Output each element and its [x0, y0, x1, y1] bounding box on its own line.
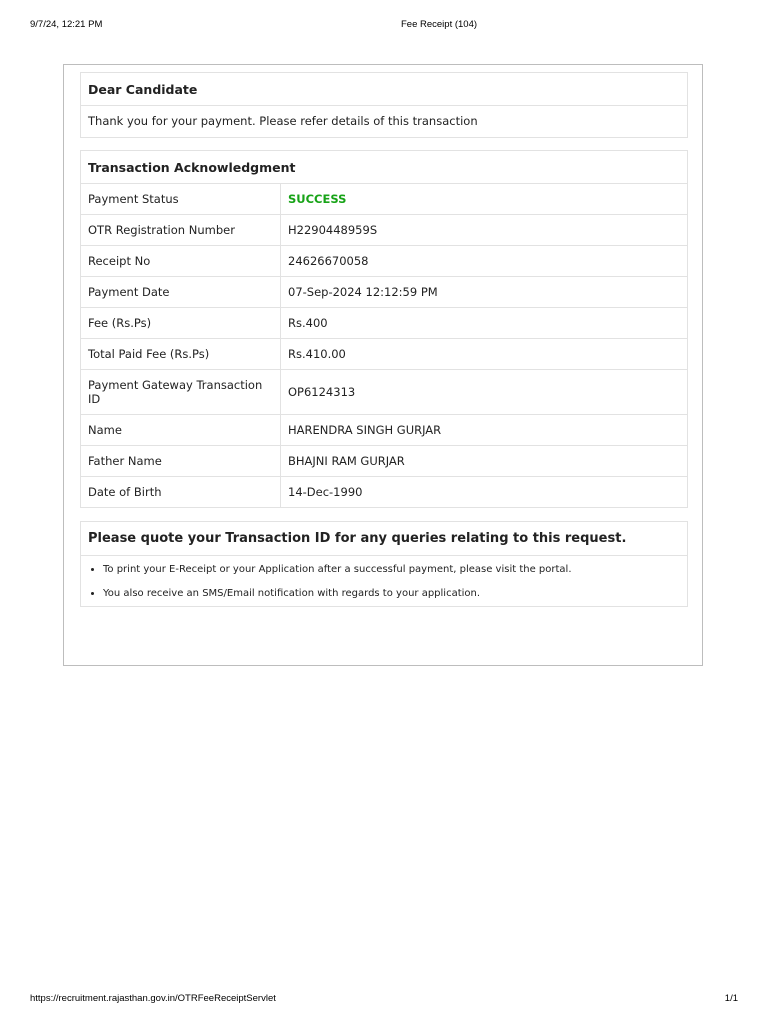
row-label: Receipt No — [81, 246, 281, 277]
row-label: Payment Gateway Transaction ID — [81, 370, 281, 415]
transaction-heading: Transaction Acknowledgment — [81, 151, 687, 184]
list-item: • To print your E-Receipt or your Application after a successful payment, please visit the portal. — [103, 564, 687, 576]
list-item: • You also receive an SMS/Email notification with regards to your application. — [103, 588, 687, 600]
greeting-box — [80, 72, 688, 138]
table-row-fee — [81, 308, 687, 339]
row-label: Name — [81, 415, 281, 446]
receipt-card — [63, 64, 703, 666]
payment-date-value: 07-Sep-2024 12:12:59 PM — [281, 277, 688, 308]
greeting-heading: Dear Candidate — [81, 73, 687, 106]
row-label: Total Paid Fee (Rs.Ps) — [81, 339, 281, 370]
table-row-otr-registration — [81, 215, 687, 246]
row-label: Father Name — [81, 446, 281, 477]
total-paid-fee-value: Rs.410.00 — [281, 339, 688, 370]
row-label: Payment Date — [81, 277, 281, 308]
notes-heading: Please quote your Transaction ID for any queries relating to this request. — [81, 522, 687, 556]
row-label: Payment Status — [81, 184, 281, 215]
table-row-gateway-transaction-id — [81, 370, 687, 415]
row-label: OTR Registration Number — [81, 215, 281, 246]
print-header — [0, 19, 768, 33]
name-value: HARENDRA SINGH GURJAR — [281, 415, 688, 446]
gateway-transaction-id-value: OP6124313 — [281, 370, 688, 415]
payment-status-value: SUCCESS — [288, 192, 347, 206]
greeting-message: Thank you for your payment. Please refer details of this transaction — [88, 114, 478, 128]
father-name-value: BHAJNI RAM GURJAR — [281, 446, 688, 477]
table-row-father-name — [81, 446, 687, 477]
table-row-name — [81, 415, 687, 446]
notes-list — [81, 556, 687, 606]
table-row-receipt-no — [81, 246, 687, 277]
receipt-no-value: 24626670058 — [281, 246, 688, 277]
print-datetime: 9/7/24, 12:21 PM — [30, 19, 103, 30]
transaction-table — [81, 184, 687, 507]
transaction-box — [80, 150, 688, 508]
table-row-payment-status — [81, 184, 687, 215]
otr-registration-value: H2290448959S — [281, 215, 688, 246]
table-row-payment-date — [81, 277, 687, 308]
fee-value: Rs.400 — [281, 308, 688, 339]
page-number: 1/1 — [724, 993, 738, 1004]
notes-box — [80, 521, 688, 607]
row-label: Date of Birth — [81, 477, 281, 508]
table-row-total-paid-fee — [81, 339, 687, 370]
date-of-birth-value: 14-Dec-1990 — [281, 477, 688, 508]
print-footer — [0, 993, 768, 1007]
print-page-title: Fee Receipt (104) — [401, 19, 478, 30]
page-url: https://recruitment.rajasthan.gov.in/OTRFeeReceiptServlet — [30, 993, 276, 1004]
table-row-date-of-birth — [81, 477, 687, 508]
row-label: Fee (Rs.Ps) — [81, 308, 281, 339]
